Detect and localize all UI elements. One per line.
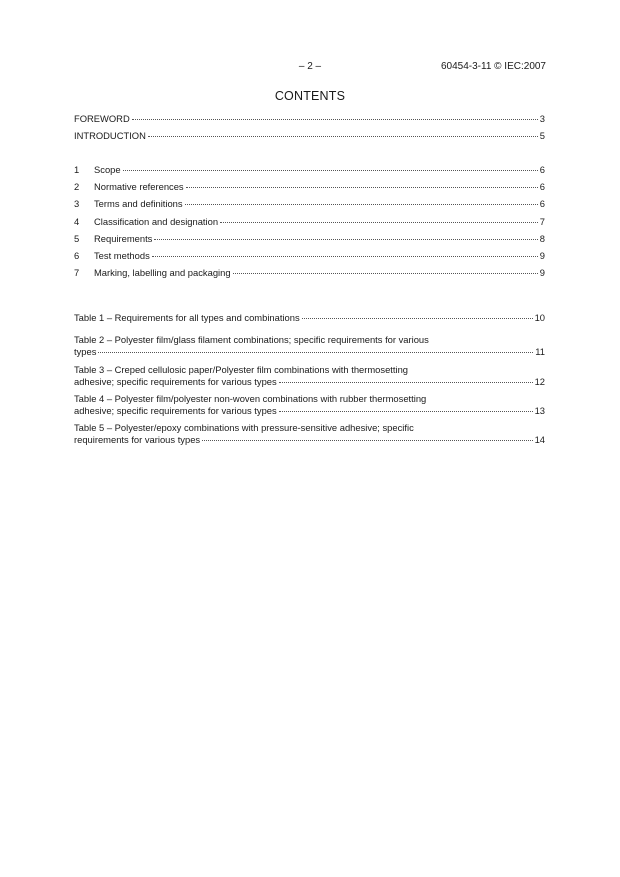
dot-leader	[220, 222, 538, 223]
clause-number: 1	[74, 164, 80, 175]
page-title: CONTENTS	[274, 89, 346, 103]
dot-leader	[148, 136, 538, 137]
toc-entry-page: 7	[539, 215, 545, 227]
toc-entry-label-cont: types	[74, 346, 97, 358]
dot-leader	[302, 318, 533, 319]
toc-entry-clause[interactable]	[74, 267, 545, 284]
toc-entry-clause[interactable]	[74, 198, 545, 215]
dot-leader	[185, 204, 538, 205]
toc-entry-label: Table 3 – Creped cellulosic paper/Polyester film combinations with thermosetting	[74, 363, 409, 375]
clause-number: 2	[74, 181, 80, 193]
toc-entry-label: Test methods	[94, 249, 150, 261]
toc-entry-page: 14	[534, 433, 545, 445]
toc-entry-clause[interactable]	[74, 233, 545, 250]
toc-entry-clause[interactable]	[74, 250, 545, 267]
toc-entry-page: 6	[539, 181, 545, 193]
dot-leader	[132, 119, 538, 120]
clause-number: 6	[74, 249, 80, 261]
toc-entry-label-cont: adhesive; specific requirements for various types	[74, 404, 277, 416]
dot-leader	[279, 382, 533, 383]
toc-entry-label: Terms and definitions	[94, 198, 183, 210]
toc-entry-page: 10	[534, 312, 545, 323]
toc-entry-page: 8	[539, 232, 545, 244]
clause-number: 4	[74, 215, 80, 227]
toc-front-matter	[74, 113, 545, 147]
toc-entry-label: Table 5 – Polyester/epoxy combinations with pressure-sensitive adhesive; specific	[74, 421, 414, 433]
toc-entry-table[interactable]	[74, 312, 545, 329]
toc-entry-introduction[interactable]	[74, 130, 545, 147]
toc-entry-label: Requirements	[94, 232, 153, 244]
toc-tables	[74, 312, 545, 451]
toc-entry-label: Table 1 – Requirements for all types and combinations	[74, 312, 300, 323]
toc-entry-table[interactable]	[74, 364, 545, 388]
toc-entry-clause[interactable]	[74, 164, 545, 181]
toc-entry-label-cont: adhesive; specific requirements for various types	[74, 375, 277, 387]
toc-entry-page: 6	[539, 164, 545, 175]
toc-entry-label: Scope	[94, 164, 121, 175]
toc-entry-label: Classification and designation	[94, 215, 219, 227]
dot-leader	[98, 352, 533, 353]
clause-number: 5	[74, 232, 80, 244]
toc-entry-clause[interactable]	[74, 216, 545, 233]
dot-leader	[202, 440, 532, 441]
toc-entry-label: Table 4 – Polyester film/polyester non-woven combinations with rubber thermosetting	[74, 392, 427, 404]
toc-entry-label: Table 2 – Polyester film/glass filament combinations; specific requirements for various	[74, 334, 429, 346]
toc-entry-table[interactable]	[74, 334, 545, 358]
toc-entry-page: 13	[534, 404, 545, 416]
toc-entry-page: 11	[535, 346, 545, 358]
toc-entry-page: 9	[539, 249, 545, 261]
dot-leader	[279, 411, 533, 412]
toc-entry-page: 9	[539, 267, 545, 279]
dot-leader	[123, 170, 538, 171]
toc-entry-page: 12	[534, 375, 545, 387]
toc-entry-label: FOREWORD	[74, 113, 130, 124]
toc-entry-table[interactable]	[74, 422, 545, 446]
page-number: – 2 –	[298, 61, 322, 72]
dot-leader	[233, 273, 538, 274]
toc-entry-page: 3	[539, 113, 545, 124]
toc-entry-table[interactable]	[74, 393, 545, 417]
clause-number: 7	[74, 267, 80, 279]
toc-entry-label: Marking, labelling and packaging	[94, 267, 231, 279]
toc-clauses	[74, 164, 545, 284]
dot-leader	[186, 187, 538, 188]
toc-entry-clause[interactable]	[74, 181, 545, 198]
toc-entry-label: INTRODUCTION	[74, 130, 146, 142]
toc-entry-foreword[interactable]	[74, 113, 545, 130]
toc-entry-page: 5	[539, 130, 545, 142]
dot-leader	[152, 256, 538, 257]
dot-leader	[154, 239, 537, 240]
toc-entry-label: Normative references	[94, 181, 184, 193]
clause-number: 3	[74, 198, 80, 210]
standard-reference: 60454-3-11 © IEC:2007	[440, 61, 546, 72]
toc-entry-label-cont: requirements for various types	[74, 433, 201, 445]
toc-entry-page: 6	[539, 198, 545, 210]
